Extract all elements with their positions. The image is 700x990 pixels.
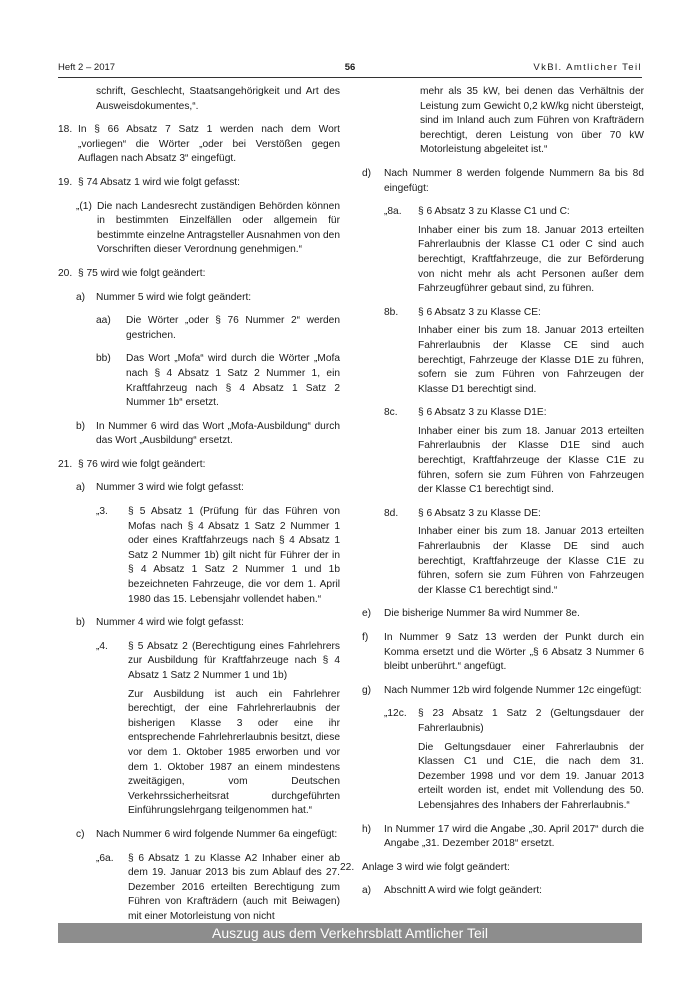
item-number: e): [362, 608, 372, 620]
item-number: b): [76, 617, 86, 629]
item-text: Nach Nummer 6 wird folgende Nummer 6a eingefügt:: [96, 828, 338, 840]
item-number: c): [76, 828, 85, 840]
paragraph: Inhaber einer bis zum 18. Januar 2013 erteilten Fahrerlaubnis der Klasse D1E sind auch berechtigt, Kraftfahrzeuge der Klasse C1E zu führen, sofern sie zum Führen von Fahrzeugen der Klasse C1 berechtigt sind.: [418, 425, 644, 496]
item-text: In Nummer 6 wird das Wort „Mofa-Ausbildung“ durch das Wort „Ausbildung“ ersetzt.: [96, 420, 340, 447]
list-item: [76, 481, 340, 496]
item-number: 8d.: [384, 507, 399, 519]
list-item: [76, 200, 340, 258]
item-text: § 6 Absatz 3 zu Klasse C1 und C:: [418, 206, 570, 218]
item-text: In Nummer 17 wird die Angabe „30. April 2017“ durch die Angabe „31. Dezember 2018“ ersetzt.: [384, 823, 644, 850]
item-number: 8c.: [384, 407, 398, 419]
item-text: Das Wort „Mofa“ wird durch die Wörter „Mofa nach § 4 Absatz 1 Satz 2 Nummer 1, ein Kraftfahrzeug nach § 4 Absatz 1 Satz 2 Nummer 1b“ ersetzt.: [126, 353, 340, 409]
item-text: Anlage 3 wird wie folgt geändert:: [362, 861, 510, 873]
list-item: [96, 852, 340, 925]
list-item: [76, 420, 340, 449]
list-item: [96, 314, 340, 343]
paragraph: mehr als 35 kW, bei denen das Verhältnis der Leistung zum Gewicht 0,2 kW/kg nicht übersteigt, sind im Inland auch zum Führen von Krafträdern berechtigt, deren Leistung von über 70 kW Motorleistung abgeleitet ist.“: [420, 86, 644, 156]
page-number: 56: [344, 62, 356, 73]
item-number: 22.: [340, 861, 355, 873]
item-text: Abschnitt A wird wie folgt geändert:: [384, 885, 542, 897]
item-number: a): [76, 482, 86, 494]
footer-banner: Auszug aus dem Verkehrsblatt Amtlicher Teil: [58, 923, 642, 943]
item-number: d): [362, 167, 372, 179]
item-number: 18.: [58, 124, 73, 136]
item-text: Die nach Landesrecht zuständigen Behörden können in bestimmten Einzelfällen oder allgemein für bestimmte einzelne Antragsteller Ausnahmen von den Vorschriften dieser Verordnung genehmigen.“: [97, 200, 340, 256]
list-item: [384, 507, 644, 522]
item-number: „6a.: [96, 852, 114, 864]
issue-label: Heft 2 – 2017: [58, 62, 116, 73]
list-item: [58, 176, 340, 191]
item-number: g): [362, 684, 372, 696]
right-column: [340, 85, 644, 899]
item-number: „4.: [96, 640, 108, 652]
list-item: [96, 352, 340, 410]
item-text: Nach Nummer 8 werden folgende Nummern 8a bis 8d eingefügt:: [384, 167, 644, 194]
item-number: „3.: [96, 506, 108, 518]
paragraph: Zur Ausbildung ist auch ein Fahrlehrer berechtigt, der eine Fahrlehrerlaubnis der bisherigen Klasse 3 oder eine ihr entsprechende Fahrlehrerlaubnis besitzt, diese vor dem 1. Oktober 1985 erworben und vor dem 1. Oktober 1987 an einem mindestens zweitägigen, vom Deutschen Verkehrssicherheitsrat durchgeführten Einführungslehrgang teilgenommen hat.“: [128, 688, 340, 817]
item-number: „8a.: [384, 206, 402, 218]
list-item: [384, 707, 644, 736]
item-text: In § 66 Absatz 7 Satz 1 werden nach dem Wort „vorliegen“ die Wörter „oder bei Verstößen gegen Auflagen nach Absatz 3“ eingefügt.: [78, 124, 340, 165]
item-number: b): [76, 420, 86, 432]
list-item: [76, 828, 340, 843]
paragraph: schrift, Geschlecht, Staatsangehörigkeit und Art des Ausweisdokumentes,“.: [96, 86, 340, 112]
list-item: [384, 205, 644, 220]
item-number: 20.: [58, 267, 73, 279]
item-text: § 6 Absatz 1 zu Klasse A2 Inhaber einer ab dem 19. Januar 2013 bis zum Ablauf des 27. Dezember 2016 erteilten Berechtigung zum Führen von Krafträdern (auch mit Beiwagen) mit einer Motorleistung von nicht: [128, 852, 340, 922]
list-item: [76, 291, 340, 306]
list-item: [362, 631, 644, 675]
item-number: aa): [96, 315, 111, 327]
item-text: § 6 Absatz 3 zu Klasse CE:: [418, 306, 541, 318]
paragraph: Inhaber einer bis zum 18. Januar 2013 erteilten Fahrerlaubnis der Klasse C1 oder C sind auch berechtigt, Kraftfahrzeuge, die zur Beförderung von nicht mehr als acht Personen außer dem Fahrzeugführer gebaut sind, zu führen.: [418, 224, 644, 295]
list-item: [76, 616, 340, 631]
list-item: [96, 640, 340, 684]
paragraph: Die Geltungsdauer einer Fahrerlaubnis der Klassen C1 und C1E, die nach dem 31. Dezember 1998 und vor dem 19. Januar 2013 erteilt worden ist, endet mit Vollendung des 50. Lebensjahres des Inhabers der Fahrerlaubnis.“: [418, 741, 644, 811]
list-item: [58, 123, 340, 167]
item-number: 8b.: [384, 306, 399, 318]
item-text: § 5 Absatz 2 (Berechtigung eines Fahrlehrers zur Ausbildung für Kraftfahrzeuge nach § 4 Absatz 1 Satz 2 Nummer 1 und 1b): [128, 640, 340, 681]
list-item: [362, 884, 644, 899]
item-text: Die bisherige Nummer 8a wird Nummer 8e.: [384, 608, 580, 620]
list-item: [362, 684, 644, 699]
item-number: „12c.: [384, 708, 407, 720]
list-item: [384, 406, 644, 421]
item-number: bb): [96, 353, 111, 365]
publication-title: VkBl. Amtlicher Teil: [533, 62, 642, 73]
item-text: Nach Nummer 12b wird folgende Nummer 12c eingefügt:: [384, 684, 642, 696]
item-text: Nummer 4 wird wie folgt gefasst:: [96, 617, 244, 629]
list-item: [58, 267, 340, 282]
item-text: Die Wörter „oder § 76 Nummer 2“ werden gestrichen.: [126, 315, 340, 341]
page-header: [58, 61, 642, 75]
item-text: § 6 Absatz 3 zu Klasse D1E:: [418, 407, 547, 419]
item-text: § 76 wird wie folgt geändert:: [78, 458, 206, 470]
item-text: Nummer 3 wird wie folgt gefasst:: [96, 482, 244, 494]
item-text: Nummer 5 wird wie folgt geändert:: [96, 291, 252, 303]
item-number: 19.: [58, 176, 73, 188]
item-number: „(1): [76, 200, 92, 212]
left-column: [58, 85, 340, 925]
list-item: [58, 458, 340, 473]
paragraph: Inhaber einer bis zum 18. Januar 2013 erteilten Fahrerlaubnis der Klasse DE sind auch berechtigt, Kraftfahrzeuge der Klasse C1E zu führen, sofern sie zum Führen von Fahrzeugen der Klasse C1 berechtigt sind.“: [418, 526, 644, 596]
item-text: § 75 wird wie folgt geändert:: [78, 267, 206, 279]
item-number: a): [76, 291, 86, 303]
item-text: § 5 Absatz 1 (Prüfung für das Führen von Mofas nach § 4 Absatz 1 Satz 2 Nummer 1 oder eines Kraftfahrzeugs nach § 4 Absatz 1 Satz 2 Nummer 1b) gilt nicht für Führer der in § 4 Absatz 1 Satz 2 Nummer 1 und 1b bezeichneten Fahrzeuge, die vor dem 1. April 1980 das 15. Lebensjahr vollendet haben.“: [128, 506, 340, 605]
item-text: § 6 Absatz 3 zu Klasse DE:: [418, 507, 541, 519]
list-item: [362, 607, 644, 622]
list-item: [340, 861, 644, 876]
item-number: f): [362, 632, 369, 643]
item-number: 21.: [58, 458, 73, 470]
list-item: [384, 306, 644, 321]
item-text: In Nummer 9 Satz 13 werden der Punkt durch ein Komma ersetzt und die Wörter „§ 6 Absatz 3 Nummer 6 bleibt unberührt.“ angefügt.: [384, 632, 644, 673]
item-number: h): [362, 823, 372, 835]
list-item: [96, 505, 340, 607]
item-number: a): [362, 885, 372, 897]
item-text: § 74 Absatz 1 wird wie folgt gefasst:: [78, 176, 240, 188]
list-item: [362, 823, 644, 852]
list-item: [362, 167, 644, 196]
item-text: § 23 Absatz 1 Satz 2 (Geltungsdauer der Fahrerlaubnis): [418, 708, 644, 734]
header-rule: [58, 77, 642, 78]
paragraph: Inhaber einer bis zum 18. Januar 2013 erteilten Fahrerlaubnis der Klasse CE sind auch berechtigt, Fahrzeuge der Klasse D1E zu führen, sofern sie zum Führen von Fahrzeugen der Klasse D1 berechtigt sind.: [418, 325, 644, 395]
